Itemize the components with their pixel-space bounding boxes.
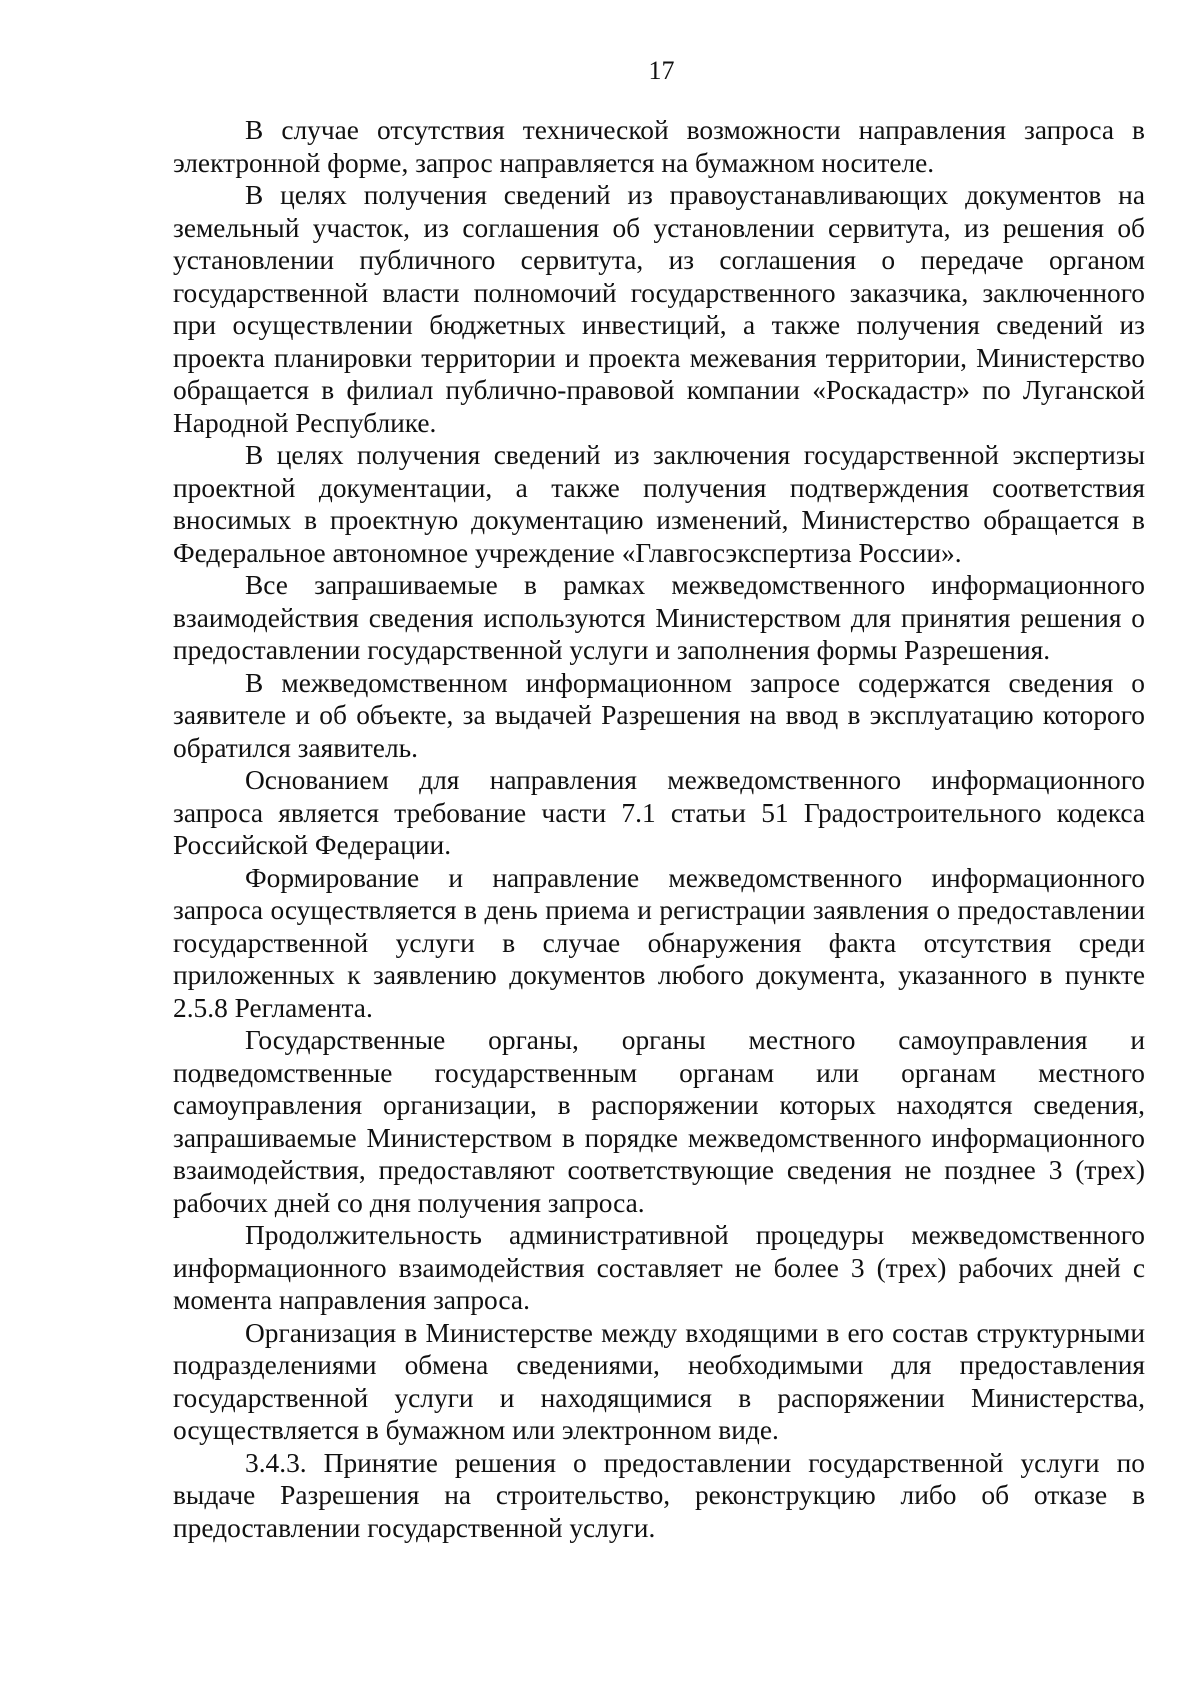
paragraph-use-of-information: Все запрашиваемые в рамках межведомственного информационного взаимодействия сведения используются Министерством для принятия решения о предоставлении государственной услуги и заполнения формы Разрешения. <box>173 570 1145 665</box>
page-number: 17 <box>648 56 675 85</box>
paragraph-procedure-duration: Продолжительность административной процедуры межведомственного информационного взаимодействия составляет не более 3 (трех) рабочих дней с момента направления запроса. <box>173 1220 1145 1315</box>
paragraph-request-paper-form: В случае отсутствия технической возможности направления запроса в электронной форме, запрос направляется на бумажном носителе. <box>173 115 1145 178</box>
paragraph-roskadastr-request: В целях получения сведений из правоустанавливающих документов на земельный участок, из соглашения об установлении сервитута, из решения об установлении публичного сервитута, из соглашения о передаче органом государственной власти полномочий государственного заказчика, заключенного при осуществлении бюджетных инвестиций, а также получения сведений из проекта планировки территории и проекта межевания территории, Министерство обращается в филиал публично-правовой компании «Роскадастр» по Луганской Народной Республике. <box>173 180 1145 438</box>
paragraph-legal-basis: Основанием для направления межведомственного информационного запроса является требование части 7.1 статьи 51 Градостроительного кодекса Российской Федерации. <box>173 765 1145 860</box>
document-body <box>173 114 1145 1544</box>
paragraph-request-contents: В межведомственном информационном запросе содержатся сведения о заявителе и об объекте, за выдачей Разрешения на ввод в эксплуатацию которого обратился заявитель. <box>173 667 1145 763</box>
paragraph-internal-exchange: Организация в Министерстве между входящими в его состав структурными подразделениями обмена сведениями, необходимыми для предоставления государственной услуги и находящимися в распоряжении Министерства, осуществляется в бумажном или электронном виде. <box>173 1317 1145 1445</box>
paragraph-glavgosekspertiza-request: В целях получения сведений из заключения государственной экспертизы проектной документации, а также получения подтверждения соответствия вносимых в проектную документацию изменений, Министерство обращается в Федеральное автономное учреждение «Главгосэкспертиза России». <box>173 440 1145 568</box>
paragraph-section-3-4-3: 3.4.3. Принятие решения о предоставлении государственной услуги по выдаче Разрешения на строительство, реконструкцию либо об отказе в предоставлении государственной услуги. <box>173 1447 1145 1543</box>
paragraph-response-deadline: Государственные органы, органы местного самоуправления и подведомственные государственным органам или органам местного самоуправления организации, в распоряжении которых находятся сведения, запрашиваемые Министерством в порядке межведомственного информационного взаимодействия, предоставляют соответствующие сведения не позднее 3 (трех) рабочих дней со дня получения запроса. <box>173 1025 1145 1218</box>
paragraph-request-timing: Формирование и направление межведомственного информационного запроса осуществляется в день приема и регистрации заявления о предоставлении государственной услуги в случае обнаружения факта отсутствия среди приложенных к заявлению документов любого документа, указанного в пункте 2.5.8 Регламента. <box>173 862 1145 1023</box>
